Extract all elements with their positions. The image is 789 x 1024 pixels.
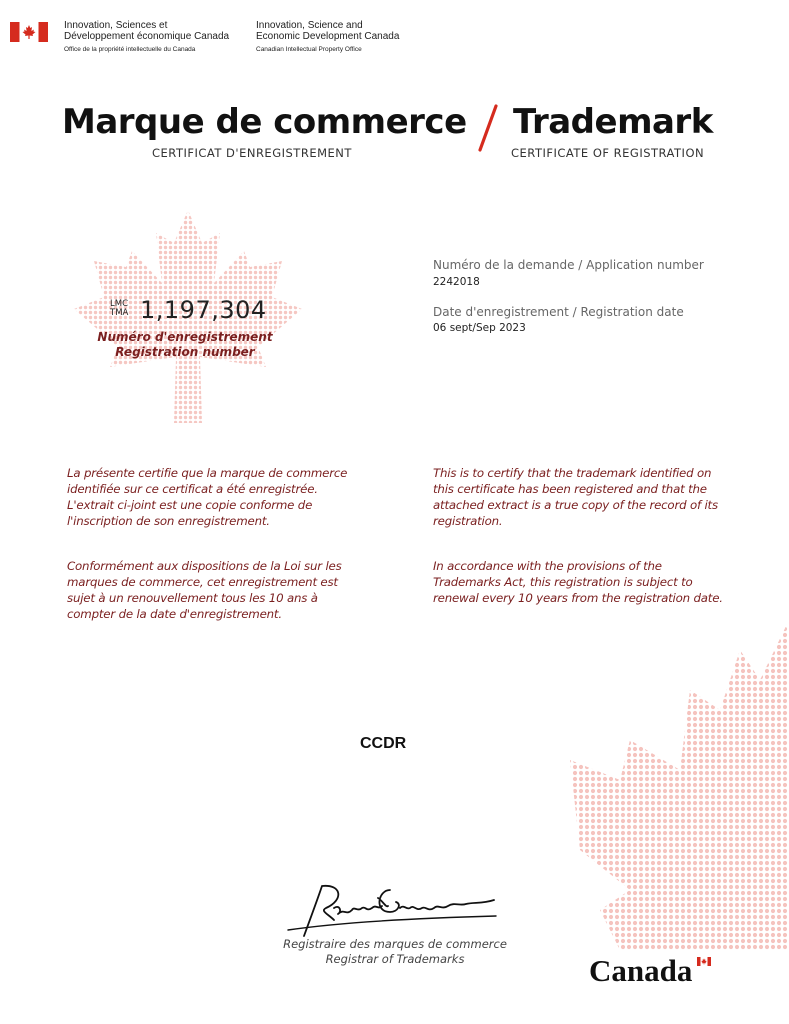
renewal-paragraph-french: Conformément aux dispositions de la Loi sur les marques de commerce, cet enregistrement est sujet à un renouvellement tous les 10 ans à compter de la date d'enregistrement. — [67, 559, 342, 621]
registration-number: 1,197,304 — [140, 296, 267, 324]
prefix-tma: TMA — [110, 308, 129, 318]
department-name-french — [64, 20, 229, 55]
dept-fr-line1: Innovation, Sciences et — [64, 20, 168, 31]
department-name-english — [256, 20, 399, 55]
registration-date-label: Date d'enregistrement / Registration date — [433, 305, 684, 319]
certification-paragraph-english: This is to certify that the trademark identified on this certificate has been registered and that the attached extract is a true copy of the record of its registration. — [433, 466, 718, 528]
registration-prefix — [110, 300, 128, 318]
subtitle-french: CERTIFICAT D'ENREGISTREMENT — [152, 146, 352, 160]
registrar-title-english: Registrar of Trademarks — [325, 952, 465, 966]
prefix-lmc: LMC — [110, 299, 129, 309]
canada-flag-icon — [10, 22, 48, 42]
trademark-text: CCDR — [360, 735, 407, 752]
canada-wordmark-flag-icon — [697, 957, 711, 966]
dept-en-line3: Canadian Intellectual Property Office — [256, 46, 362, 53]
application-number-label: Numéro de la demande / Application number — [433, 258, 704, 272]
dept-fr-line3: Office de la propriété intellectuelle du Canada — [64, 46, 196, 53]
dept-fr-line2: Développement économique Canada — [64, 31, 230, 42]
registrar-signature — [282, 878, 512, 940]
dept-en-line1: Innovation, Science and — [256, 20, 363, 31]
registration-date-value: 06 sept/Sep 2023 — [433, 322, 526, 334]
title-english: Trademark — [513, 102, 713, 142]
registrar-title-french: Registraire des marques de commerce — [283, 937, 507, 951]
renewal-paragraph-english: In accordance with the provisions of the Trademarks Act, this registration is subject to renewal every 10 years from the registration date. — [433, 559, 723, 605]
canada-wordmark: Canada — [589, 953, 693, 988]
maple-leaf-watermark-corner — [560, 620, 789, 950]
registration-label-french: Numéro d'enregistrement — [97, 330, 273, 344]
dept-en-line2: Economic Development Canada — [256, 31, 400, 42]
registrar-title — [260, 937, 530, 967]
title-french: Marque de commerce — [62, 102, 467, 142]
subtitle-english: CERTIFICATE OF REGISTRATION — [511, 146, 705, 160]
application-number-value: 2242018 — [433, 276, 480, 288]
certification-paragraph-french: La présente certifie que la marque de commerce identifiée sur ce certificat a été enregistrée. L'extrait ci-joint est une copie conforme de l'inscription de son enregistrement. — [67, 466, 348, 528]
title-slash-divider — [472, 102, 502, 154]
registration-number-label — [80, 330, 290, 360]
registration-label-english: Registration number — [115, 345, 255, 359]
